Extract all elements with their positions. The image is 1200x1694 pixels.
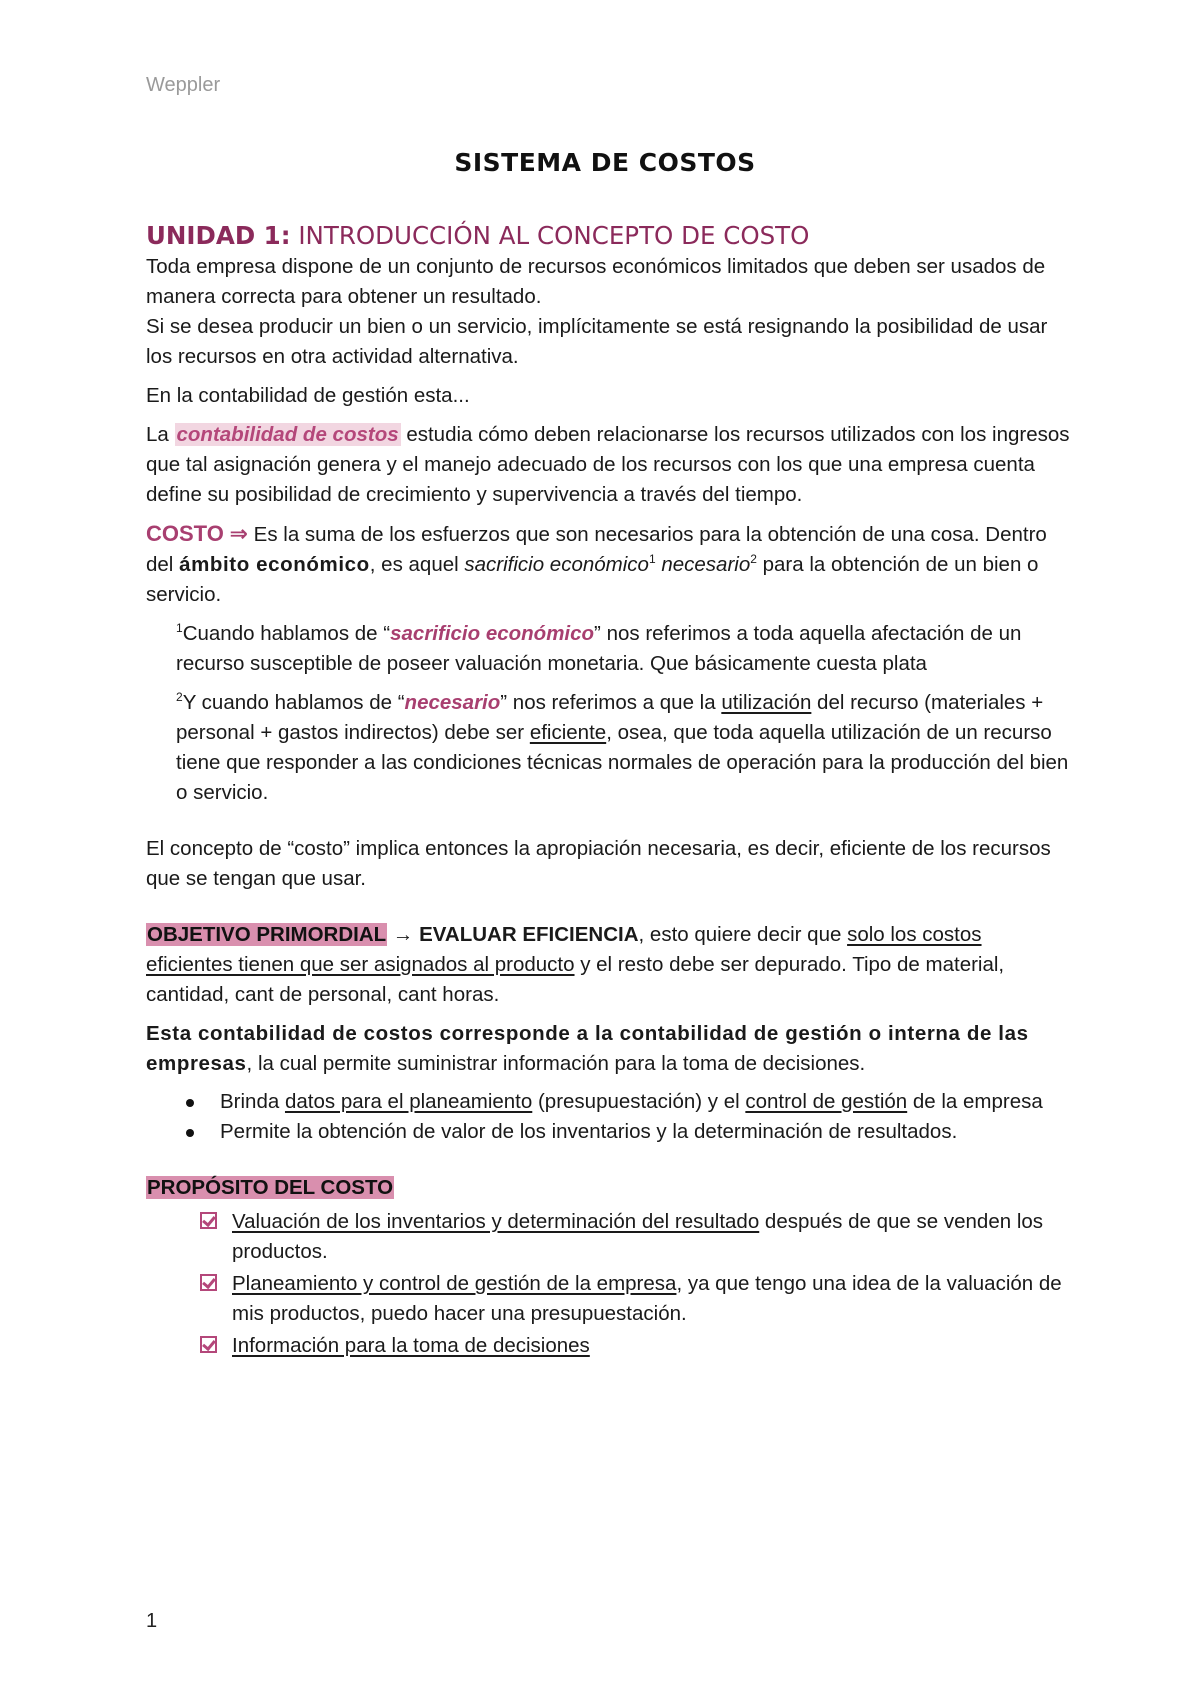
- check-1-underlined: Valuación de los inventarios y determinación del resultado: [232, 1210, 760, 1233]
- note-2-post: , osea, que toda aquella utilización de un recurso tiene que responder a las condiciones técnicas normales de operación para la producción del bien o servicio.: [176, 721, 1069, 804]
- note-1-term: sacrificio económico: [390, 622, 595, 645]
- objetivo-underlined: solo los costos eficientes tienen que ser asignados al producto: [146, 923, 982, 976]
- checklist: [146, 1207, 1070, 1361]
- note-2-pre: Y cuando hablamos de “: [182, 691, 405, 714]
- note-1-number: 1: [176, 621, 183, 636]
- page-number: 1: [146, 1610, 158, 1632]
- bullet-1-post: de la empresa: [907, 1090, 1043, 1113]
- bullet-list: [146, 1087, 1070, 1147]
- list-item: [232, 1331, 1070, 1361]
- list-item: [220, 1087, 1070, 1117]
- document-body: [146, 220, 1070, 1363]
- intro-paragraph-1: Toda empresa dispone de un conjunto de recursos económicos limitados que deben ser usados de manera correcta para obtener un resultado.: [146, 255, 1046, 308]
- costo-term: COSTO: [146, 521, 224, 546]
- note-2-utilizacion: utilización: [721, 691, 812, 714]
- contabilidad-term-highlight: contabilidad de costos: [176, 423, 399, 446]
- unit-heading: [146, 220, 1070, 252]
- list-item: [232, 1207, 1070, 1267]
- proposito-heading: [146, 1173, 1070, 1203]
- intro-paragraph-3: En la contabilidad de gestión esta...: [146, 384, 470, 407]
- note-sacrificio: [146, 619, 1070, 679]
- bullet-1-mid: (presupuestación) y el: [532, 1090, 746, 1113]
- check-1-post: después de que se venden los productos.: [232, 1210, 1044, 1263]
- costo-text-3: para la obtención de un bien o servicio.: [146, 553, 1039, 606]
- objetivo-mid: , esto quiere decir que: [638, 923, 848, 946]
- contab-pre: La: [146, 423, 175, 446]
- objetivo-paragraph: [146, 920, 1070, 1010]
- right-arrow-icon: →: [387, 923, 420, 946]
- costo-text-1: Es la suma de los esfuerzos que son necesarios para la obtención de una cosa. Dentro del: [146, 523, 1047, 576]
- note-1-post: ” nos referimos a toda aquella afectación de un recurso susceptible de poseer valuación monetaria. Que básicamente cuesta plata: [176, 622, 1022, 675]
- unit-name: INTRODUCCIÓN AL CONCEPTO DE COSTO: [298, 221, 810, 250]
- note-2-number: 2: [176, 690, 183, 705]
- gestion-paragraph: [146, 1019, 1070, 1079]
- check-2-post: , ya que tengo una idea de la valuación de mis productos, puedo hacer una presupuestación.: [232, 1272, 1062, 1325]
- note-2-eficiente: eficiente: [529, 721, 607, 744]
- page-header-author: Weppler: [146, 74, 221, 96]
- bullet-1-pre: Brinda: [220, 1090, 285, 1113]
- implies-arrow-icon: ⇒: [229, 521, 248, 546]
- list-item: [220, 1117, 1070, 1147]
- checkbox-checked-icon[interactable]: [200, 1274, 217, 1291]
- objetivo-label-highlight: OBJETIVO PRIMORDIAL: [147, 923, 387, 946]
- check-2-underlined: Planeamiento y control de gestión de la empresa: [232, 1272, 677, 1295]
- concepto-paragraph: El concepto de “costo” implica entonces la apropiación necesaria, es decir, eficiente de los recursos que se tengan que usar.: [146, 837, 1051, 890]
- checkbox-checked-icon[interactable]: [200, 1212, 217, 1229]
- gestion-bold: Esta contabilidad de costos corresponde a la contabilidad de gestión o interna de las empresas: [146, 1022, 1029, 1075]
- costo-definition: [146, 519, 1070, 610]
- ambito-term: ámbito económico: [179, 553, 370, 576]
- note-2-mid-1: ” nos referimos a que la: [500, 691, 722, 714]
- note-necesario: [146, 688, 1070, 808]
- bullet-1-control: control de gestión: [745, 1090, 908, 1113]
- intro-paragraph-2: Si se desea producir un bien o un servicio, implícitamente se está resignando la posibilidad de usar los recursos en otra actividad alternativa.: [146, 315, 1048, 368]
- bullet-1-planeamiento: datos para el planeamiento: [284, 1090, 533, 1113]
- objetivo-post: y el resto debe ser depurado. Tipo de material, cantidad, cant de personal, cant horas.: [146, 953, 1005, 1006]
- checkbox-checked-icon[interactable]: [200, 1336, 217, 1353]
- list-item: [232, 1269, 1070, 1329]
- document-title: SISTEMA DE COSTOS: [454, 148, 756, 177]
- check-3-underlined: Información para la toma de decisiones: [232, 1334, 590, 1357]
- gestion-post: , la cual permite suministrar información para la toma de decisiones.: [246, 1052, 866, 1075]
- unit-label: UNIDAD 1:: [146, 221, 291, 250]
- bullet-2-text: Permite la obtención de valor de los inventarios y la determinación de resultados.: [220, 1120, 958, 1143]
- costo-text-2: , es aquel: [369, 553, 465, 576]
- footnote-ref-2: 2: [750, 552, 757, 567]
- evaluar-eficiencia: EVALUAR EFICIENCIA: [419, 923, 639, 946]
- note-2-mid-2: del recurso (materiales + personal + gastos indirectos) debe ser: [176, 691, 1044, 744]
- note-1-pre: Cuando hablamos de “: [182, 622, 391, 645]
- footnote-ref-1: 1: [648, 552, 656, 567]
- necesario-term: necesario: [661, 553, 751, 576]
- contabilidad-paragraph: [146, 420, 1070, 510]
- proposito-label-highlight: PROPÓSITO DEL COSTO: [147, 1176, 394, 1199]
- note-2-term: necesario: [404, 691, 501, 714]
- sacrificio-term: sacrificio económico: [464, 553, 649, 576]
- contab-post: estudia cómo deben relacionarse los recursos utilizados con los ingresos que tal asignación genera y el manejo adecuado de los recursos con los que una empresa cuenta define su posibilidad de crecimiento y supervivencia a través del tiempo.: [146, 423, 1070, 506]
